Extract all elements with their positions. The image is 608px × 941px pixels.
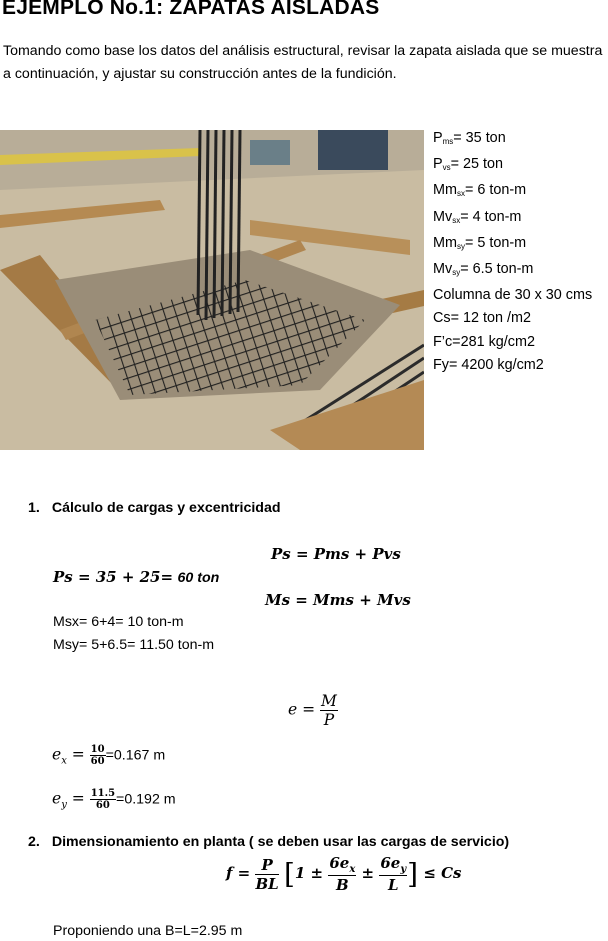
ps-formula: Ps = Pms + Pvs	[271, 545, 401, 563]
proposal-text: Proponiendo una B=L=2.95 m	[53, 923, 243, 939]
page-title: EJEMPLO No.1: ZAPATAS AISLADAS	[2, 0, 380, 19]
section2-heading: 2. Dimensionamiento en planta ( se deben usar las cargas de servicio)	[28, 834, 510, 850]
msx-calculation: Msx= 6+4= 10 ton-m	[53, 614, 184, 630]
ps-calculation: Ps = 35 + 25= 60 ton	[53, 568, 220, 586]
section1-heading: 1. Cálculo de cargas y excentricidad	[28, 500, 281, 516]
intro-paragraph: Tomando como base los datos del análisis estructural, revisar la zapata aislada que se muestra a continuación, y ajustar su construcción antes de la fundición.	[3, 43, 603, 82]
data-fc: F’c=281 kg/cm2	[433, 333, 535, 350]
data-fy: Fy= 4200 kg/cm2	[433, 356, 544, 373]
data-pms: $P_{ms}= 35$ ton	[433, 130, 506, 146]
footing-photo-image	[0, 130, 424, 450]
footing-photo	[0, 130, 424, 450]
data-cs: Cs= 12 ton /m2	[433, 310, 531, 327]
eccentricity-formula: e = $\frac{M}{P}$	[288, 692, 337, 729]
data-mvsx: $Mv_{sx}= 4$ ton-m	[433, 208, 522, 225]
data-mmsx: $Mm_{sx}= 6$ ton-m	[433, 182, 527, 199]
pressure-formula: f = $\frac{P}{BL}$ [1 ± $\frac{6e_x}{B}$ ± $\frac{6e_y}{L}$ ] ≤ Cs	[226, 854, 462, 894]
data-pvs: $P_{vs}= 25$ ton	[433, 156, 504, 173]
design-data-list	[433, 127, 592, 377]
data-mmsy: $Mm_{sy}= 5$ ton-m	[433, 234, 527, 251]
ex-calculation: $e_x$ = $\frac{10}{60}$ =0.167 m	[52, 744, 166, 767]
data-mvsy: $Mv_{sy}= 6.5$ ton-m	[433, 261, 534, 278]
data-columna: Columna de 30 x 30 cms	[433, 287, 593, 304]
msy-calculation: Msy= 5+6.5= 11.50 ton-m	[53, 637, 215, 653]
ey-calculation: $e_y$ = $\frac{11.5}{60}$ =0.192 m	[52, 788, 176, 811]
ms-formula: Ms = Mms + Mvs	[265, 591, 411, 609]
